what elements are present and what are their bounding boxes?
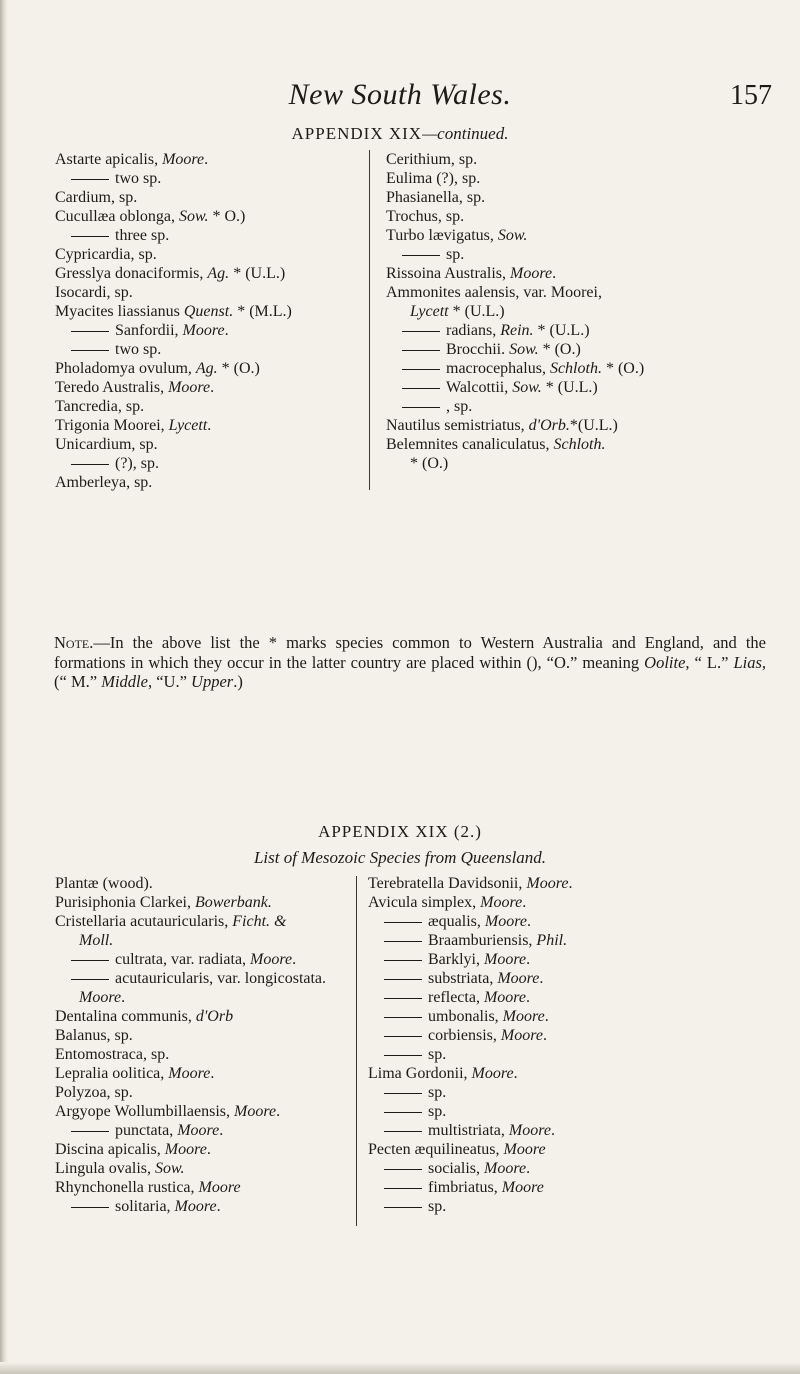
species-entry [55, 1121, 345, 1140]
note-text-3: , (“ M.” [54, 652, 766, 691]
ditto-dash [71, 179, 109, 180]
species-formation: * (U.L.) [448, 303, 505, 320]
species-entry [55, 988, 345, 1007]
species-name: Argyope Wollumbillaensis, [55, 1103, 234, 1120]
species-entry [55, 397, 355, 416]
species-name: acutauricularis, var. longicostata. [115, 970, 327, 987]
species-entry [386, 188, 766, 207]
ditto-dash [384, 941, 422, 942]
species-author: Moore [497, 970, 540, 987]
species-entry [368, 1007, 768, 1026]
species-entry [55, 302, 355, 321]
species-author: Ag. [207, 265, 230, 282]
ditto-dash [384, 1188, 422, 1189]
footnote [54, 633, 766, 692]
species-name: umbonalis, [428, 1008, 503, 1025]
species-name: fimbriatus, [428, 1179, 502, 1196]
species-formation: * O.) [208, 208, 246, 225]
ditto-dash [71, 1131, 109, 1132]
ditto-dash [402, 369, 440, 370]
ditto-dash [384, 979, 422, 980]
species-entry [368, 1026, 768, 1045]
species-name: corbiensis, [428, 1027, 501, 1044]
species-author: Moore [162, 151, 205, 168]
species-entry [386, 454, 766, 473]
species-name: * (O.) [410, 455, 449, 472]
species-name: two sp. [115, 341, 162, 358]
species-formation: . [542, 1027, 547, 1044]
queensland-column-left [55, 874, 345, 1216]
species-author: Moore [484, 951, 527, 968]
ditto-dash [71, 1207, 109, 1208]
species-formation: . [224, 322, 229, 339]
species-author: Ficht. & [232, 913, 287, 930]
ditto-dash [71, 236, 109, 237]
species-name: Discina apicalis, [55, 1141, 165, 1158]
ditto-dash [71, 960, 109, 961]
ditto-dash [71, 350, 109, 351]
species-name: three sp. [115, 227, 170, 244]
species-entry [55, 1159, 345, 1178]
species-author: Moore [174, 1198, 217, 1215]
ditto-dash [384, 1055, 422, 1056]
species-author: Moore [502, 1008, 545, 1025]
species-name: sp. [428, 1084, 447, 1101]
species-entry [368, 950, 768, 969]
note-oolite: Oolite [644, 652, 686, 672]
species-entry [368, 969, 768, 988]
appendix2-title: APPENDIX XIX (2.) [318, 822, 482, 841]
species-formation: . [204, 151, 209, 168]
ditto-dash [71, 331, 109, 332]
species-author: Sow. [512, 379, 542, 396]
appendix2-subtitle: List of Mesozoic Species from Queensland. [253, 848, 547, 867]
species-author: Moore [182, 322, 225, 339]
species-entry [386, 435, 766, 454]
species-author: Bowerbank. [194, 894, 272, 911]
species-entry [55, 1178, 345, 1197]
column-divider [369, 150, 370, 490]
species-name: socialis, [428, 1160, 484, 1177]
species-name: radians, [446, 322, 501, 339]
species-entry [386, 302, 766, 321]
species-entry [55, 283, 355, 302]
species-entry [368, 988, 768, 1007]
ditto-dash [384, 1112, 422, 1113]
ditto-dash [402, 331, 440, 332]
species-name: Phasianella, sp. [386, 189, 486, 206]
ditto-dash [384, 998, 422, 999]
species-entry [55, 1102, 345, 1121]
ditto-dash [71, 464, 109, 465]
species-name: Cucullæa oblonga, [55, 208, 179, 225]
species-entry [55, 340, 355, 359]
species-entry [368, 1083, 768, 1102]
species-entry [55, 454, 355, 473]
species-entry [55, 1083, 345, 1102]
species-entry [55, 321, 355, 340]
species-entry [55, 950, 345, 969]
species-name: Dentalina communis, [55, 1008, 196, 1025]
ditto-dash [384, 1036, 422, 1037]
column-divider-2 [356, 876, 357, 1226]
species-entry [386, 169, 766, 188]
species-entry [55, 874, 345, 893]
species-author: Moore [501, 1179, 544, 1196]
species-entry [386, 150, 766, 169]
species-name: Sanfordii, [115, 322, 183, 339]
species-author: d'Orb [195, 1008, 234, 1025]
species-entry [55, 473, 355, 492]
species-formation: . [216, 1198, 221, 1215]
ditto-dash [384, 960, 422, 961]
species-entry [368, 1159, 768, 1178]
species-name: Ammonites aalensis, var. Moorei, [386, 284, 602, 301]
species-entry [386, 321, 766, 340]
ditto-dash [71, 979, 109, 980]
species-name: Isocardi, sp. [55, 284, 133, 301]
species-name: Trigonia Moorei, [55, 417, 169, 434]
species-formation: . [513, 1065, 518, 1082]
species-entry [55, 416, 355, 435]
species-entry [55, 1045, 345, 1064]
species-name: sp. [428, 1103, 447, 1120]
species-formation: * (O.) [538, 341, 581, 358]
species-author: Moore [177, 1122, 220, 1139]
species-name: Lingula ovalis, [55, 1160, 155, 1177]
species-formation: . [210, 1065, 215, 1082]
species-name: Avicula simplex, [368, 894, 481, 911]
species-name: Gresslya donaciformis, [55, 265, 208, 282]
appendix-title-continued: —continued. [422, 124, 509, 143]
species-name: Unicardium, sp. [55, 436, 158, 453]
species-entry [368, 1064, 768, 1083]
species-author: Moore [480, 894, 523, 911]
species-entry [368, 874, 768, 893]
appendix-title-main: APPENDIX XIX [291, 124, 423, 143]
species-entry [368, 893, 768, 912]
species-author: Ag. [195, 360, 218, 377]
species-entry [368, 1121, 768, 1140]
species-name: macrocephalus, [446, 360, 550, 377]
species-entry [368, 1197, 768, 1216]
species-name: Nautilus semistriatus, [386, 417, 529, 434]
species-name: Entomostraca, sp. [55, 1046, 170, 1063]
appendix-title [0, 124, 800, 144]
species-entry [55, 169, 355, 188]
species-name: Lepralia oolitica, [55, 1065, 169, 1082]
species-author: d'Orb. [528, 417, 570, 434]
species-name: sp. [446, 246, 465, 263]
species-entry [386, 245, 766, 264]
species-entry [55, 912, 345, 931]
species-name: Lima Gordonii, [368, 1065, 472, 1082]
species-author: Moore [234, 1103, 277, 1120]
species-name: multistriata, [428, 1122, 509, 1139]
species-entry [386, 283, 766, 302]
species-author: Lycett [168, 417, 208, 434]
species-formation: . [539, 970, 544, 987]
species-formation: . [206, 1141, 211, 1158]
species-entry [55, 435, 355, 454]
species-formation: . [550, 1122, 555, 1139]
species-entry [55, 1197, 345, 1216]
species-name: Pholadomya ovulum, [55, 360, 196, 377]
species-name: cultrata, var. radiata, [115, 951, 251, 968]
species-name: Astarte apicalis, [55, 151, 163, 168]
species-name: Terebratella Davidsonii, [368, 875, 527, 892]
species-name: Tancredia, sp. [55, 398, 145, 415]
species-entry [55, 969, 345, 988]
species-name: punctata, [115, 1122, 178, 1139]
species-name: Walcottii, [446, 379, 513, 396]
species-formation: . [292, 951, 297, 968]
note-text-4: , “U.” [147, 672, 192, 691]
species-entry [368, 1102, 768, 1121]
species-author: Moore [250, 951, 293, 968]
species-name: Cypricardia, sp. [55, 246, 157, 263]
species-name: Cristellaria acutauricularis, [55, 913, 233, 930]
species-name: Polyzoa, sp. [55, 1084, 133, 1101]
species-entry [55, 931, 345, 950]
species-name: Brocchii. [446, 341, 510, 358]
species-entry [55, 245, 355, 264]
ditto-dash [402, 255, 440, 256]
note-text-5: .) [233, 672, 243, 691]
species-entry [55, 378, 355, 397]
page-edge-shadow [0, 0, 8, 1374]
species-entry [368, 912, 768, 931]
species-name: Cardium, sp. [55, 189, 138, 206]
species-formation: *(U.L.) [569, 417, 618, 434]
species-formation: . [526, 989, 531, 1006]
species-formation: . [526, 1160, 531, 1177]
species-entry [386, 416, 766, 435]
species-name: solitaria, [115, 1198, 175, 1215]
species-author: Moore [500, 1027, 543, 1044]
species-author: Moore [484, 1160, 527, 1177]
species-entry [386, 378, 766, 397]
note-text-2: , “ L.” [685, 652, 734, 672]
species-entry [55, 150, 355, 169]
species-name: two sp. [115, 170, 162, 187]
species-name: Belemnites canaliculatus, [386, 436, 554, 453]
species-name: Plantæ (wood). [55, 875, 153, 892]
species-formation: . [276, 1103, 281, 1120]
species-formation: . [121, 989, 126, 1006]
ditto-dash [384, 1017, 422, 1018]
species-formation: . [210, 379, 215, 396]
species-name: sp. [428, 1198, 447, 1215]
species-author: Phil. [536, 932, 568, 949]
species-name: Braamburiensis, [428, 932, 537, 949]
species-formation: . [207, 417, 212, 434]
species-formation: . [526, 913, 531, 930]
species-author: Schloth. [553, 436, 606, 453]
species-author: Moore [168, 1065, 211, 1082]
species-author: Sow. [509, 341, 539, 358]
species-entry [55, 264, 355, 283]
species-name: reflecta, [428, 989, 484, 1006]
note-text-1: —In the above list the * marks species common to Western Australia and England, and the formations in which they occur in the latter country are placed within (), “O.” meaning [54, 633, 766, 672]
species-entry [55, 226, 355, 245]
species-name: Amberleya, sp. [55, 474, 153, 491]
species-entry [368, 1140, 768, 1159]
species-entry [386, 359, 766, 378]
species-author: Moore [483, 989, 527, 1006]
species-author: Moore [526, 875, 569, 892]
species-author: Sow. [497, 227, 528, 244]
species-entry [386, 340, 766, 359]
species-author: Sow. [178, 208, 209, 225]
species-name: Teredo Australis, [55, 379, 169, 396]
species-author: Moore [79, 989, 122, 1006]
species-formation: * (U.L.) [533, 322, 590, 339]
note-label: Note. [54, 633, 94, 652]
species-name: Barklyi, [428, 951, 484, 968]
species-author: Lycett [410, 303, 449, 320]
ditto-dash [402, 388, 440, 389]
species-name: Myacites liassianus [55, 303, 184, 320]
species-formation: . [544, 1008, 549, 1025]
species-column-right [386, 150, 766, 473]
species-name: Rhynchonella rustica, [55, 1179, 199, 1196]
species-entry [386, 264, 766, 283]
species-formation: * (M.L.) [233, 303, 292, 320]
running-head: New South Wales. [288, 78, 512, 111]
species-entry [368, 1045, 768, 1064]
species-author: Schloth. [549, 360, 602, 377]
species-author: Sow. [154, 1160, 185, 1177]
species-formation: . [522, 894, 527, 911]
species-entry [368, 931, 768, 950]
species-name: Trochus, sp. [386, 208, 465, 225]
species-author: Moore [168, 379, 211, 396]
species-entry [55, 207, 355, 226]
species-name: Purisiphonia Clarkei, [55, 894, 195, 911]
species-name: Pecten æquilineatus, [368, 1141, 504, 1158]
note-lias: Lias [733, 652, 762, 672]
page-bottom-shadow [0, 1362, 800, 1374]
species-author: Rein. [500, 322, 534, 339]
species-formation: . [552, 265, 557, 282]
species-entry [55, 1007, 345, 1026]
species-name: Rissoina Australis, [386, 265, 511, 282]
ditto-dash [384, 1093, 422, 1094]
species-name: æqualis, [428, 913, 485, 930]
page-number: 157 [730, 80, 772, 111]
ditto-dash [402, 407, 440, 408]
species-formation: * (U.L.) [229, 265, 286, 282]
species-entry [55, 893, 345, 912]
species-name: Balanus, sp. [55, 1027, 133, 1044]
species-author: Quenst. [183, 303, 234, 320]
species-formation: * (U.L.) [541, 379, 598, 396]
species-formation: . [526, 951, 531, 968]
species-name: substriata, [428, 970, 498, 987]
species-entry [55, 359, 355, 378]
species-entry [55, 1064, 345, 1083]
ditto-dash [402, 350, 440, 351]
queensland-column-right [368, 874, 768, 1216]
species-entry [386, 397, 766, 416]
species-author: Moore [198, 1179, 241, 1196]
species-name: (?), sp. [115, 455, 159, 472]
species-entry [386, 207, 766, 226]
species-formation: . [219, 1122, 224, 1139]
species-author: Moore [164, 1141, 207, 1158]
species-formation: * (O.) [601, 360, 645, 377]
species-author: Moore [510, 265, 553, 282]
species-author: Moore [471, 1065, 514, 1082]
ditto-dash [384, 1131, 422, 1132]
species-entry [55, 1140, 345, 1159]
species-formation: * (O.) [217, 360, 260, 377]
note-upper: Upper [191, 672, 234, 691]
ditto-dash [384, 1207, 422, 1208]
species-name: sp. [428, 1046, 447, 1063]
species-author: Moore [503, 1141, 546, 1158]
species-author: Moll. [79, 932, 114, 949]
species-entry [55, 1026, 345, 1045]
ditto-dash [384, 1169, 422, 1170]
species-name: Eulima (?), sp. [386, 170, 481, 187]
species-formation: . [568, 875, 573, 892]
species-name: , sp. [446, 398, 473, 415]
species-author: Moore [484, 913, 527, 930]
note-middle: Middle [101, 672, 148, 691]
species-entry [368, 1178, 768, 1197]
species-name: Cerithium, sp. [386, 151, 478, 168]
species-name: Turbo lævigatus, [386, 227, 498, 244]
species-entry [386, 226, 766, 245]
species-entry [55, 188, 355, 207]
species-column-left [55, 150, 355, 492]
species-author: Moore [508, 1122, 551, 1139]
ditto-dash [384, 922, 422, 923]
